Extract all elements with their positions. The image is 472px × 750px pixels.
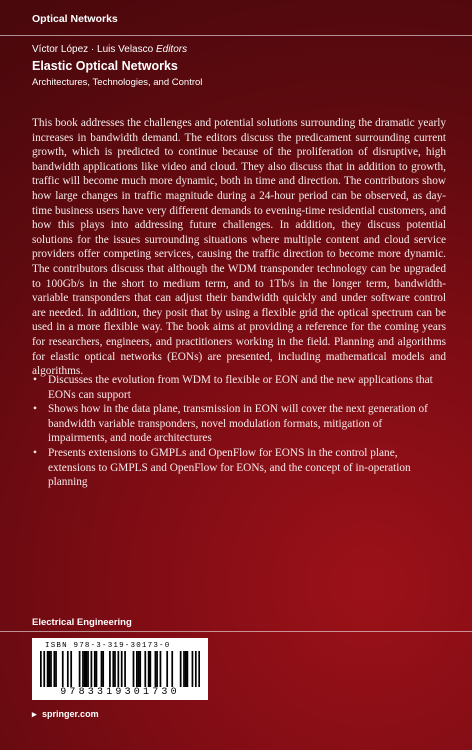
- bullet-icon: •: [33, 403, 37, 416]
- list-item-text: Discusses the evolution from WDM to flexible or EON and the new applications that EONs can support: [48, 374, 433, 401]
- subject-divider: [0, 631, 472, 632]
- subject-category: Electrical Engineering: [32, 617, 132, 628]
- barcode-bar: [94, 651, 96, 687]
- editor-names: Víctor López · Luis Velasco: [32, 44, 154, 55]
- barcode-bar: [117, 651, 119, 687]
- barcode-bar: [79, 651, 81, 687]
- barcode-bar: [48, 651, 50, 687]
- barcode-bar: [155, 651, 157, 687]
- barcode-bar: [149, 651, 151, 687]
- barcode-bar: [112, 651, 114, 687]
- barcode-bar: [156, 651, 158, 687]
- barcode-bar: [70, 651, 72, 687]
- barcode-bar: [121, 651, 123, 687]
- book-subtitle: Architectures, Technologies, and Control: [32, 77, 203, 88]
- isbn-label: ISBN 978-3-319-30173-0: [45, 642, 171, 650]
- barcode-bar: [82, 651, 84, 687]
- barcode-bar: [185, 651, 187, 687]
- list-item-text: Presents extensions to GMPLs and OpenFlow for EONS in the control plane, extensions to GMPLS and OpenFlow for EONs, and the concept of in-operation planning: [48, 446, 411, 489]
- barcode-bar: [139, 651, 141, 687]
- barcode-bar: [195, 651, 197, 687]
- barcode-bar: [43, 651, 45, 687]
- barcode-bar: [109, 651, 111, 687]
- barcode-bar: [84, 651, 86, 687]
- barcode-bar: [62, 651, 64, 687]
- barcode: [32, 638, 208, 700]
- barcode-bar: [67, 651, 69, 687]
- barcode-bar: [192, 651, 194, 687]
- feature-list: [32, 373, 444, 490]
- barcode-bar: [138, 651, 140, 687]
- publisher-url: springer.com: [42, 709, 99, 719]
- book-title: Elastic Optical Networks: [32, 59, 178, 73]
- barcode-bar: [47, 651, 49, 687]
- barcode-bar: [55, 651, 57, 687]
- list-item: [32, 402, 444, 446]
- barcode-bar: [87, 651, 89, 687]
- list-item-text: Shows how in the data plane, transmission in EON will cover the next generation of bandwidth variable transponders, novel modulation formats, mitigation of impairments, and node architectures: [48, 403, 428, 445]
- editors-role: Editors: [155, 44, 188, 55]
- bullet-icon: •: [33, 446, 37, 459]
- series-name: Optical Networks: [32, 13, 118, 25]
- barcode-bar: [160, 651, 162, 687]
- book-description: This book addresses the challenges and potential solutions surrounding the dramatic yearly increases in bandwidth demand. The editors discuss the predicament surrounding current growth, which is predicted to continue because of the proliferation of disruptive, high bandwidth applications like video and cloud. They also discuss that in addition to growth, traffic will become much more dynamic, both in time and direction. The contributors show how large changes in traffic magnitude during a 24-hour period can be observed, as day-time business users have very different demands to evening-time residential customers, and how this plays into addressing future challenges. In addition, they discuss potential solutions for the issues surrounding situations where multiple content and cloud service providers offer competing services, causing the traffic direction to become more dynamic. The contributors discuss that although the WDM transponder technology can be upgraded to 100Gb/s in the short to medium term, and to 1Tb/s in the longer term, bandwidth-variable transponders that can adjust their bandwidth quickly and under software control are needed. In addition, they posit that by using a flexible grid the optical spectrum can be used in a more flexible way. The book aims at providing a reference for the coming years for researchers, engineers, and practitioners working in the field. Planning and algorithms for elastic optical networks (EONs) are presented, including mathematical models and algorithms.: [32, 117, 446, 378]
- barcode-bar: [187, 651, 189, 687]
- ean-digits: 9783319301730: [60, 687, 180, 698]
- bullet-icon: •: [33, 374, 37, 386]
- barcode-bar: [124, 651, 126, 687]
- list-item: [32, 446, 444, 490]
- barcode-bar: [102, 651, 104, 687]
- barcode-bar: [180, 651, 182, 687]
- barcode-bar: [114, 651, 116, 687]
- barcode-bar: [91, 651, 93, 687]
- barcode-bar: [198, 651, 200, 687]
- barcode-bar: [96, 651, 98, 687]
- editors-line: [32, 44, 187, 55]
- barcode-bar: [50, 651, 52, 687]
- list-item: [32, 373, 444, 402]
- barcode-bar: [183, 651, 185, 687]
- barcode-bars-icon: [40, 651, 200, 687]
- publisher-link[interactable]: [32, 709, 99, 720]
- barcode-bar: [101, 651, 103, 687]
- barcode-bar: [148, 651, 150, 687]
- barcode-bar: [171, 651, 173, 687]
- barcode-bar: [53, 651, 55, 687]
- barcode-bar: [133, 651, 135, 687]
- barcode-bar: [85, 651, 87, 687]
- barcode-bar: [166, 651, 168, 687]
- barcode-bar: [40, 651, 42, 687]
- barcode-bar: [144, 651, 146, 687]
- series-divider: [0, 35, 472, 36]
- barcode-bar: [136, 651, 138, 687]
- triangle-right-icon: ▸: [32, 709, 37, 719]
